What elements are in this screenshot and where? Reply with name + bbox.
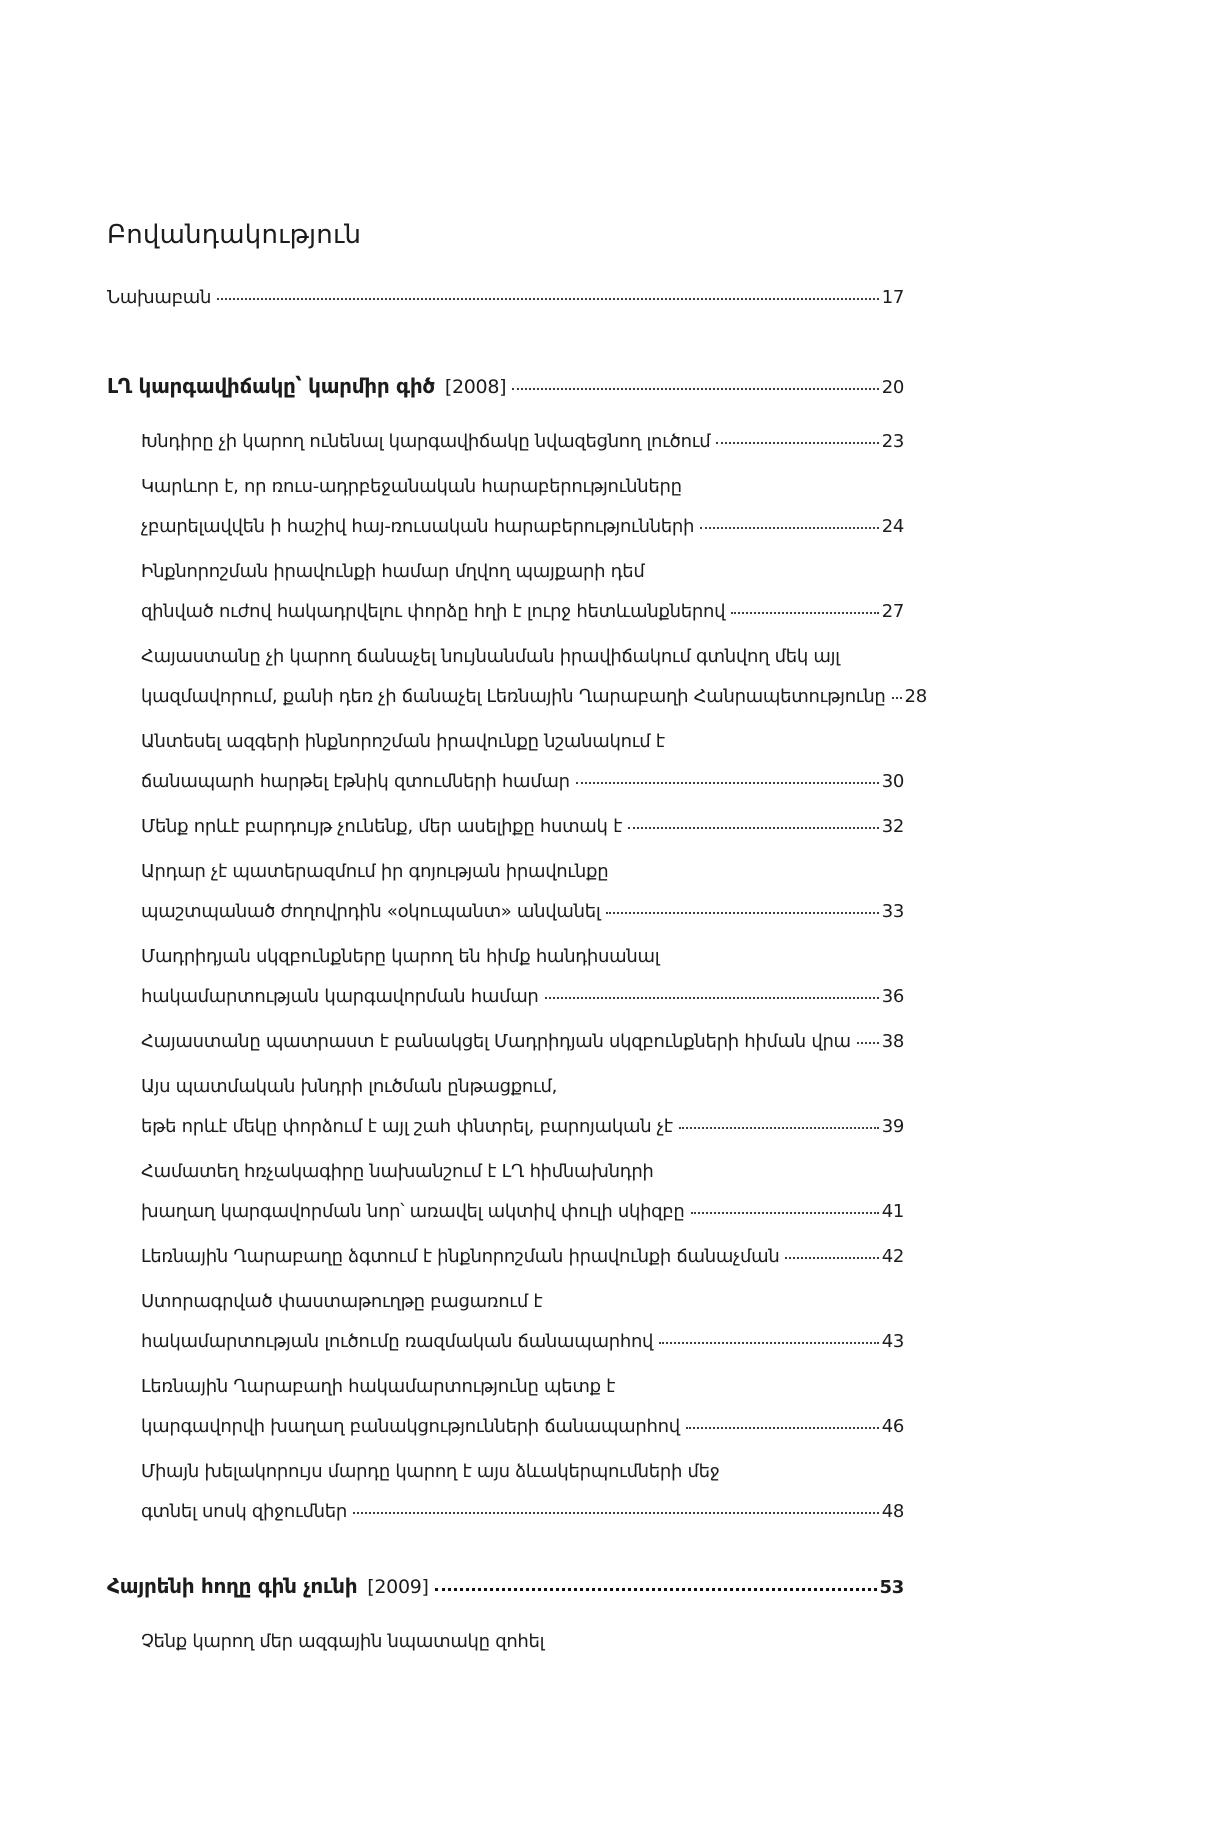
toc-entry-text: չբարելավվեն ի հաշիվ հայ-ռուսական հարաբերությունների [141, 516, 695, 537]
toc-page-number: 38 [881, 1031, 904, 1052]
dot-leader [659, 1342, 879, 1344]
toc-entry-text: Լեռնային Ղարաբաղը ձգտում է ինքնորոշման իրավունքի ճանաչման [141, 1246, 780, 1267]
toc-section-nkr-status-2008 [107, 366, 927, 1532]
toc-page-number: 27 [881, 601, 904, 622]
dot-leader [217, 298, 879, 300]
toc-entry-text: Հայաստանը չի կարող ճանաչել նույնանման իրավիճակում գտնվող մեկ այլ [141, 646, 840, 667]
dot-leader [512, 388, 878, 390]
toc-section-year: [2008] [444, 376, 507, 398]
toc-entry [141, 807, 904, 847]
toc-page-number: 41 [881, 1201, 904, 1222]
toc-page-number: 17 [881, 287, 904, 308]
toc-section-entries [107, 1622, 904, 1662]
toc-entry-text: հակամարտության կարգավորման համար [141, 986, 539, 1007]
toc-entry-text: Այս պատմական խնդրի լուծման ընթացքում, [141, 1076, 558, 1097]
toc-entry-text: Մադրիդյան սկզբունքները կարող են հիմք հանդիսանալ [141, 946, 660, 967]
dot-leader [435, 1588, 877, 1591]
toc-entry [141, 552, 904, 632]
toc-entry-line [141, 1452, 904, 1492]
toc-entry-line [141, 1322, 904, 1362]
dot-leader [691, 1212, 879, 1214]
toc-entry-text: Համատեղ հռչակագիրը նախանշում է ԼՂ հիմնախնդրի [141, 1161, 654, 1182]
toc-entry-text: Մենք որևէ բարդույթ չունենք, մեր ասելիքը հստակ է [141, 816, 623, 837]
toc-entry-line [141, 807, 904, 847]
toc-entry-text: պաշտպանած ժողովրդին «օկուպանտ» անվանել [141, 901, 601, 922]
toc-entry-line [141, 1237, 904, 1277]
toc-entry-text: Չենք կարող մեր ազգային նպատակը զոհել [141, 1631, 545, 1652]
toc-entry [141, 722, 904, 802]
toc-entry [141, 1282, 904, 1362]
dot-leader [576, 782, 879, 784]
toc-entry [141, 1067, 904, 1147]
toc-page-number: 46 [881, 1416, 904, 1437]
dot-leader [785, 1257, 878, 1259]
toc-page-number: 43 [881, 1331, 904, 1352]
toc-entry-text: կարգավորվի խաղաղ բանակցությունների ճանապարհով [141, 1416, 680, 1437]
toc-entry-text: Լեռնային Ղարաբաղի հակամարտությունը պետք է [141, 1376, 616, 1397]
toc-entry-line [141, 762, 904, 802]
toc-entry [141, 937, 904, 1017]
toc-entry-text: Նախաբան [107, 287, 212, 308]
toc-entry [141, 422, 904, 462]
toc-page-number: 24 [881, 516, 904, 537]
dot-leader [606, 912, 878, 914]
toc-page-number: 53 [879, 1577, 904, 1598]
toc-page-number: 28 [904, 686, 927, 707]
toc-section-title: ԼՂ կարգավիճակը՝ կարմիր գիծ [107, 374, 435, 398]
toc-entry-line [141, 467, 904, 507]
toc-entry [141, 467, 904, 547]
toc-entry-line [141, 937, 904, 977]
toc-entry [141, 1622, 904, 1662]
dot-leader [628, 827, 879, 829]
toc-section-heading [107, 1566, 904, 1608]
toc-entry [141, 1367, 904, 1447]
toc-entry-line [141, 1282, 904, 1322]
toc-section-heading [107, 366, 904, 408]
dot-leader [892, 697, 902, 699]
toc-entry-line [141, 1107, 904, 1147]
toc-entry-line [141, 1152, 904, 1192]
dot-leader [857, 1042, 879, 1044]
toc-entry-line [141, 552, 904, 592]
toc-entry [141, 852, 904, 932]
toc-section-year: [2009] [367, 1576, 429, 1598]
toc-entry-line [141, 1367, 904, 1407]
toc-entry-line [141, 592, 904, 632]
dot-leader [679, 1127, 879, 1129]
toc-entry-text: Միայն խելակորույս մարդը կարող է այս ձևակերպումների մեջ [141, 1461, 720, 1482]
dot-leader [716, 442, 878, 444]
toc-entry-line [141, 1492, 904, 1532]
toc-entry-text: եթե որևէ մեկը փորձում է այլ շահ փնտրել, բարոյական չէ [141, 1116, 673, 1137]
toc-entry-line [141, 507, 904, 547]
toc-entry [141, 1022, 904, 1062]
toc-page-number: 20 [881, 377, 904, 398]
toc-entry-text: խաղաղ կարգավորման նոր՝ առավել ակտիվ փուլի սկիզբը [141, 1201, 685, 1222]
toc-entry-line [141, 1067, 904, 1107]
toc-entry-text: ճանապարհ հարթել էթնիկ զտումների համար [141, 771, 570, 792]
dot-leader [731, 612, 879, 614]
dot-leader [353, 1512, 879, 1514]
toc-entry-line [141, 422, 904, 462]
toc-entry-line [141, 977, 904, 1017]
toc-entry [141, 637, 927, 717]
toc-entry-line [141, 852, 904, 892]
toc-page-number: 36 [881, 986, 904, 1007]
toc-entry [141, 1452, 904, 1532]
toc-entry-line [141, 637, 904, 677]
toc-page-number: 32 [881, 816, 904, 837]
toc-title: Բովանդակություն [107, 220, 362, 250]
toc-entry-text: Անտեսել ազգերի ինքնորոշման իրավունքը նշանակում է [141, 731, 665, 752]
toc-section-homeland-2009 [107, 1566, 904, 1662]
toc-entry [141, 1152, 904, 1232]
toc-page-number: 23 [881, 431, 904, 452]
toc-section-entries [107, 422, 927, 1532]
toc-page-number: 39 [881, 1116, 904, 1137]
toc [107, 0, 927, 1662]
toc-entry-line [141, 892, 904, 932]
toc-entry [141, 1237, 904, 1277]
toc-entry-text: կազմավորում, քանի դեռ չի ճանաչել Լեռնային Ղարաբաղի Հանրապետությունը [141, 686, 886, 707]
dot-leader [686, 1427, 879, 1429]
toc-entry-line [141, 1022, 904, 1062]
toc-entry-text: Կարևոր է, որ ռուս-ադրբեջանական հարաբերությունները [141, 476, 682, 497]
toc-entry-line [141, 1622, 904, 1662]
toc-entry-text: Հայաստանը պատրաստ է բանակցել Մադրիդյան սկզբունքների հիման վրա [141, 1031, 851, 1052]
toc-preface-entry [107, 278, 904, 318]
toc-entry-line [141, 722, 904, 762]
toc-page-number: 30 [881, 771, 904, 792]
toc-entry-text: Ստորագրված փաստաթուղթը բացառում է [141, 1291, 543, 1312]
toc-page-number: 33 [881, 901, 904, 922]
toc-entry-line [141, 677, 927, 717]
toc-entry-text: գտնել սոսկ զիջումներ [141, 1501, 347, 1522]
dot-leader [700, 527, 879, 529]
toc-entry-text: Ինքնորոշման իրավունքի համար մղվող պայքարի դեմ [141, 561, 645, 582]
dot-leader [545, 997, 879, 999]
toc-entry-text: Խնդիրը չի կարող ունենալ կարգավիճակը նվազեցնող լուծում [141, 431, 711, 452]
toc-entry-text: զինված ուժով հակադրվելու փորձը հղի է լուրջ հետևանքներով [141, 601, 726, 622]
toc-entry-line [141, 1407, 904, 1447]
toc-entry-text: հակամարտության լուծումը ռազմական ճանապարհով [141, 1331, 654, 1352]
toc-page-number: 42 [881, 1246, 904, 1267]
toc-page-number: 48 [881, 1501, 904, 1522]
toc-section-title: Հայրենի հողը գին չունի [107, 1574, 358, 1598]
toc-entry-text: Արդար չէ պատերազմում իր գոյության իրավունքը [141, 861, 609, 882]
toc-entry-line [141, 1192, 904, 1232]
